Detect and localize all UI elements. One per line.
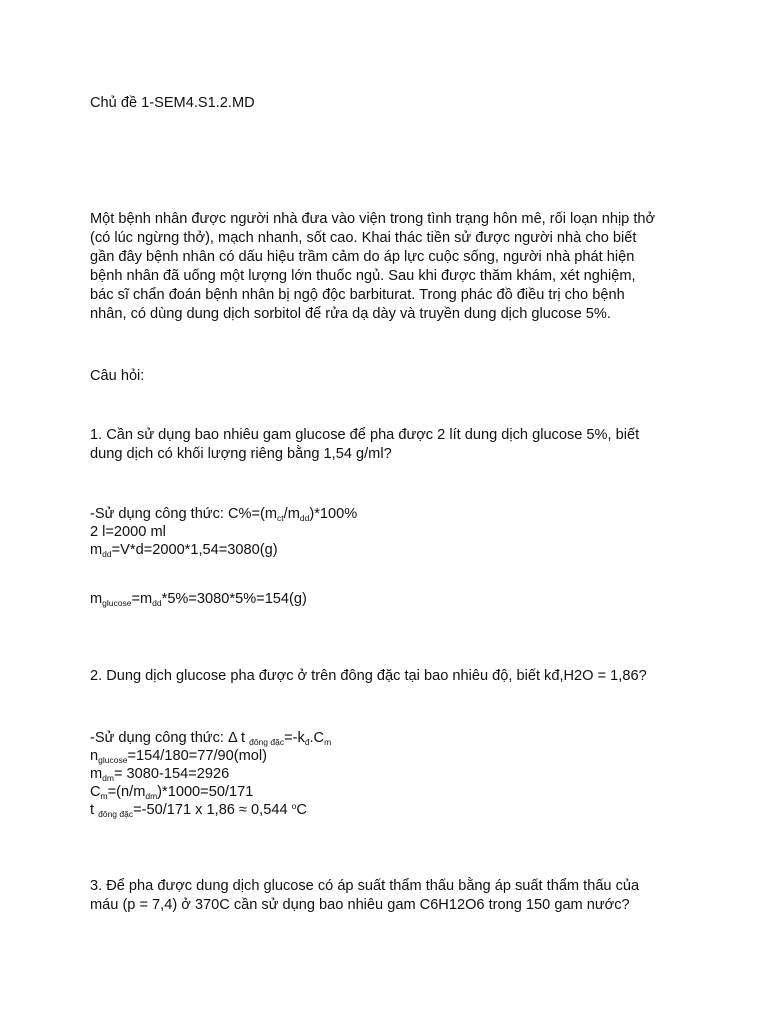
- formula-text: =-50/171 x 1,86 ≈ 0,544: [133, 802, 292, 818]
- formula-text: /m: [283, 506, 300, 522]
- question-3: [90, 877, 690, 915]
- case-paragraph: [90, 210, 690, 324]
- case-line: (có lúc ngừng thở), mạch nhanh, sốt cao. Khai thác tiền sử được người nhà cho biết: [90, 230, 637, 246]
- formula-line: [90, 729, 690, 747]
- subscript: glucose: [102, 598, 132, 608]
- superscript: o: [291, 801, 297, 811]
- formula-text: m: [90, 542, 103, 558]
- question-3-line: máu (p = 7,4) ở 370C cần sử dụng bao nhiêu gam C6H12O6 trong 150 gam nước?: [90, 897, 630, 913]
- answer-2: [90, 729, 690, 819]
- formula-text: = 3080-154=2926: [113, 766, 230, 782]
- formula-text: t: [90, 802, 99, 818]
- subscript: ct: [277, 513, 284, 523]
- formula-text: n: [90, 748, 99, 764]
- answer-1-result: [90, 590, 690, 609]
- case-line: bác sĩ chẩn đoán bệnh nhân bị ngộ độc barbiturat. Trong phác đồ điều trị cho bệnh: [90, 287, 625, 303]
- case-line: bệnh nhân đã uống một lượng lớn thuốc ngủ. Sau khi được thăm khám, xét nghiệm,: [90, 268, 636, 284]
- question-2: [90, 667, 690, 686]
- mass-line: [90, 541, 690, 559]
- case-line: nhân, có dùng dung dịch sorbitol để rửa dạ dày và truyền dung dịch glucose 5%.: [90, 306, 611, 322]
- case-line: gần đây bệnh nhân có dấu hiệu trầm cảm do áp lực cuộc sống, người nhà phát hiện: [90, 249, 635, 265]
- formula-text: .C: [309, 730, 325, 746]
- molality-line: [90, 783, 690, 801]
- formula-text: )*100%: [309, 506, 358, 522]
- glucose-mass-line: [90, 590, 690, 609]
- moles-line: [90, 747, 690, 765]
- formula-text: -Sử dụng công thức: Δ t: [90, 730, 250, 746]
- formula-text: =(n/m: [107, 784, 146, 800]
- question-2-line: 2. Dung dịch glucose pha được ở trên đông đặc tại bao nhiêu độ, biết kđ,H2O = 1,86?: [90, 668, 647, 684]
- subscript: dm: [145, 791, 158, 801]
- case-line: Một bệnh nhân được người nhà đưa vào viện trong tình trạng hôn mê, rối loạn nhịp thở: [90, 211, 656, 227]
- document-title: [90, 94, 690, 113]
- formula-text: C: [296, 802, 307, 818]
- formula-text: )*1000=50/171: [157, 784, 254, 800]
- subscript: glucose: [98, 755, 128, 765]
- subscript: dm: [102, 773, 114, 783]
- subscript: đông đặc: [98, 809, 134, 819]
- subscript: đ: [304, 737, 310, 747]
- formula-text: -Sử dụng công thức: C%=(m: [90, 506, 278, 522]
- subscript: đông đặc: [249, 737, 285, 747]
- subscript: dd: [152, 598, 162, 608]
- question-1-line: dung dịch có khối lượng riêng bằng 1,54 g/ml?: [90, 446, 392, 462]
- formula-line: [90, 505, 690, 523]
- formula-text: m: [90, 591, 103, 607]
- subscript: dd: [299, 513, 310, 523]
- freezing-point-line: [90, 801, 690, 819]
- subscript: m: [324, 737, 332, 747]
- formula-text: =-k: [284, 730, 305, 746]
- subscript: m: [100, 791, 108, 801]
- question-3-line: 3. Để pha được dung dịch glucose có áp suất thẩm thấu bằng áp suất thẩm thấu của: [90, 878, 640, 894]
- answer-1: [90, 505, 690, 559]
- title-text: Chủ đề 1-SEM4.S1.2.MD: [90, 95, 255, 111]
- questions-heading-text: Câu hỏi:: [90, 368, 145, 384]
- questions-heading: [90, 367, 690, 386]
- question-1-line: 1. Cần sử dụng bao nhiêu gam glucose để pha được 2 lít dung dịch glucose 5%, biết: [90, 427, 640, 443]
- formula-text: =154/180=77/90(mol): [127, 748, 267, 764]
- formula-text: *5%=3080*5%=154(g): [161, 591, 307, 607]
- subscript: dd: [102, 549, 112, 559]
- formula-text: =V*d=2000*1,54=3080(g): [111, 542, 278, 558]
- solvent-mass-line: [90, 765, 690, 783]
- question-1: [90, 426, 690, 464]
- volume-line: 2 l=2000 ml: [90, 524, 166, 540]
- formula-text: =m: [131, 591, 153, 607]
- formula-text: m: [90, 766, 103, 782]
- formula-text: C: [90, 784, 101, 800]
